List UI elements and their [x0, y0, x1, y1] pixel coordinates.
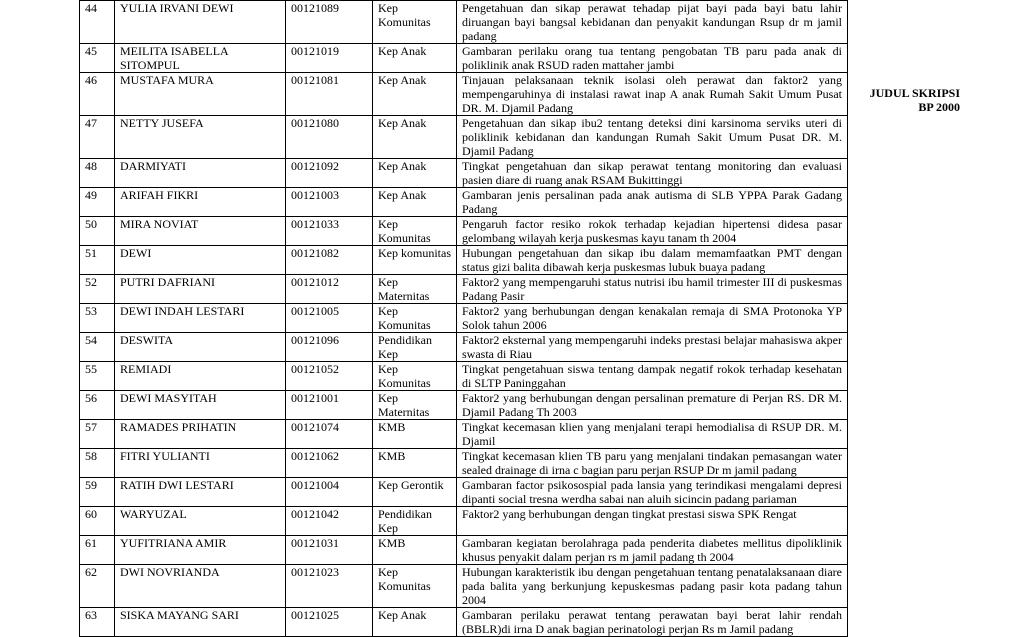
thesis-title: Gambaran kegiatan berolahraga pada penderita diabetes mellitus dipoliklinik khusus penyakit dalam perjan rs m jamil padang th 2004	[457, 536, 848, 565]
department: KMB	[373, 536, 457, 565]
student-name: MEILITA ISABELLA SITOMPUL	[115, 44, 286, 73]
department: Kep Komunitas	[373, 565, 457, 608]
student-name: DARMIYATI	[115, 159, 286, 188]
department: Pendidikan Kep	[373, 333, 457, 362]
department: Kep Anak	[373, 116, 457, 159]
department: Kep Anak	[373, 44, 457, 73]
student-name: RATIH DWI LESTARI	[115, 478, 286, 507]
student-id: 00121082	[286, 246, 373, 275]
student-id: 00121096	[286, 333, 373, 362]
table-row	[80, 478, 848, 507]
student-name: DESWITA	[115, 333, 286, 362]
student-id: 00121031	[286, 536, 373, 565]
department: Kep Komunitas	[373, 1, 457, 44]
thesis-table	[79, 0, 848, 637]
row-number: 55	[80, 362, 115, 391]
department: Kep Maternitas	[373, 275, 457, 304]
table-row	[80, 73, 848, 116]
student-name: MIRA NOVIAT	[115, 217, 286, 246]
department: Kep komunitas	[373, 246, 457, 275]
department: Kep Anak	[373, 188, 457, 217]
page-side-title: JUDUL SKRIPSI BP 2000	[869, 86, 960, 114]
department: Kep Komunitas	[373, 217, 457, 246]
student-id: 00121023	[286, 565, 373, 608]
table-row	[80, 116, 848, 159]
thesis-title: Pengaruh factor resiko rokok terhadap kejadian hipertensi didesa pasar gelombang wilayah kerja puskesmas kayu tanam th 2004	[457, 217, 848, 246]
row-number: 47	[80, 116, 115, 159]
thesis-title: Tingkat kecemasan klien yang menjalani terapi hemodialisa di RSUP DR. M. Djamil	[457, 420, 848, 449]
thesis-title: Gambaran perilaku perawat tentang perawatan bayi berat lahir rendah (BBLR)di irna D anak bagian perinatologi perjan Rs m Jamil padang	[457, 608, 848, 637]
student-id: 00121033	[286, 217, 373, 246]
thesis-title: Faktor2 yang berhubungan dengan persalinan premature di Perjan RS. DR M. Djamil Padang Th 2003	[457, 391, 848, 420]
table-row	[80, 188, 848, 217]
table-row	[80, 304, 848, 333]
row-number: 61	[80, 536, 115, 565]
row-number: 46	[80, 73, 115, 116]
student-id: 00121025	[286, 608, 373, 637]
thesis-title: Tingkat pengetahuan dan sikap perawat tentang monitoring dan evaluasi pasien diare di ruang anak RSAM Bukittinggi	[457, 159, 848, 188]
thesis-title: Faktor2 yang berhubungan dengan tingkat prestasi siswa SPK Rengat	[457, 507, 848, 536]
department: Kep Komunitas	[373, 362, 457, 391]
row-number: 51	[80, 246, 115, 275]
thesis-title: Faktor2 yang mempengaruhi status nutrisi ibu hamil trimester III di puskesmas Padang Pasir	[457, 275, 848, 304]
student-id: 00121019	[286, 44, 373, 73]
thesis-title: Tingkat pengetahuan siswa tentang dampak negatif rokok terhadap kesehatan di SLTP Paninggahan	[457, 362, 848, 391]
department: Kep Anak	[373, 73, 457, 116]
thesis-title: Faktor2 yang berhubungan dengan kenakalan remaja di SMA Protonoka YP Solok tahun 2006	[457, 304, 848, 333]
thesis-title: Hubungan pengetahuan dan sikap ibu dalam memamfaatkan PMT dengan status gizi balita dibawah kerja puskesmas lubuk buaya padang	[457, 246, 848, 275]
department: KMB	[373, 420, 457, 449]
row-number: 57	[80, 420, 115, 449]
row-number: 49	[80, 188, 115, 217]
student-id: 00121001	[286, 391, 373, 420]
table-row	[80, 333, 848, 362]
thesis-title: Gambaran jenis persalinan pada anak autisma di SLB YPPA Parak Gadang Padang	[457, 188, 848, 217]
student-name: RAMADES PRIHATIN	[115, 420, 286, 449]
row-number: 60	[80, 507, 115, 536]
student-id: 00121003	[286, 188, 373, 217]
student-id: 00121074	[286, 420, 373, 449]
thesis-title: Pengetahuan dan sikap perawat tehadap pijat bayi pada bayi batu lahir diruangan bayi bangsal kebidanan dan penyakit kandungan Rsup dr m jamil padang	[457, 1, 848, 44]
table-row	[80, 608, 848, 637]
table-row	[80, 159, 848, 188]
department: KMB	[373, 449, 457, 478]
student-name: DWI NOVRIANDA	[115, 565, 286, 608]
table-row	[80, 44, 848, 73]
student-name: FITRI YULIANTI	[115, 449, 286, 478]
department: Kep Anak	[373, 159, 457, 188]
table-row	[80, 217, 848, 246]
thesis-title: Hubungan karakteristik ibu dengan pengetahuan tentang penatalaksanaan diare pada balita yang berkunjung kepuskesmas padang pasir kota padang tahun 2004	[457, 565, 848, 608]
table-row	[80, 391, 848, 420]
table-row	[80, 420, 848, 449]
student-id: 00121092	[286, 159, 373, 188]
student-id: 00121012	[286, 275, 373, 304]
student-name: SISKA MAYANG SARI	[115, 608, 286, 637]
student-id: 00121042	[286, 507, 373, 536]
table-row	[80, 275, 848, 304]
student-name: YULIA IRVANI DEWI	[115, 1, 286, 44]
student-id: 00121089	[286, 1, 373, 44]
department: Kep Gerontik	[373, 478, 457, 507]
department: Kep Maternitas	[373, 391, 457, 420]
student-id: 00121080	[286, 116, 373, 159]
thesis-title: Pengetahuan dan sikap ibu2 tentang deteksi dini karsinoma serviks uteri di poliklinik kebidanan dan kandungan Rumah Sakit Umum Pusat DR. M. Djamil Padang	[457, 116, 848, 159]
row-number: 62	[80, 565, 115, 608]
table-row	[80, 536, 848, 565]
row-number: 56	[80, 391, 115, 420]
row-number: 45	[80, 44, 115, 73]
table-row	[80, 565, 848, 608]
student-name: PUTRI DAFRIANI	[115, 275, 286, 304]
row-number: 54	[80, 333, 115, 362]
row-number: 63	[80, 608, 115, 637]
student-name: REMIADI	[115, 362, 286, 391]
student-name: WARYUZAL	[115, 507, 286, 536]
student-name: MUSTAFA MURA	[115, 73, 286, 116]
student-name: ARIFAH FIKRI	[115, 188, 286, 217]
thesis-title: Faktor2 eksternal yang mempengaruhi indeks prestasi belajar mahasiswa akper swasta di Riau	[457, 333, 848, 362]
table-row	[80, 1, 848, 44]
student-name: DEWI INDAH LESTARI	[115, 304, 286, 333]
row-number: 44	[80, 1, 115, 44]
row-number: 59	[80, 478, 115, 507]
row-number: 50	[80, 217, 115, 246]
student-id: 00121004	[286, 478, 373, 507]
row-number: 52	[80, 275, 115, 304]
department: Kep Komunitas	[373, 304, 457, 333]
department: Kep Anak	[373, 608, 457, 637]
table-row	[80, 362, 848, 391]
student-name: YUFITRIANA AMIR	[115, 536, 286, 565]
table-row	[80, 246, 848, 275]
student-id: 00121005	[286, 304, 373, 333]
table-row	[80, 449, 848, 478]
thesis-title: Gambaran perilaku orang tua tentang pengobatan TB paru pada anak di poliklinik anak RSUD raden mattaher jambi	[457, 44, 848, 73]
row-number: 58	[80, 449, 115, 478]
row-number: 48	[80, 159, 115, 188]
thesis-title: Gambaran factor psikosospial pada lansia yang terindikasi mengalami depresi dipanti social tresna werdha sabai nan aluih sicincin padang pariaman	[457, 478, 848, 507]
student-name: DEWI MASYITAH	[115, 391, 286, 420]
table-row	[80, 507, 848, 536]
student-id: 00121062	[286, 449, 373, 478]
student-id: 00121052	[286, 362, 373, 391]
student-name: NETTY JUSEFA	[115, 116, 286, 159]
thesis-title: Tingkat kecemasan klien TB paru yang menjalani tindakan pemasangan water sealed drainage di irna c bagian paru perjan RSUP Dr m jamil padang	[457, 449, 848, 478]
thesis-title: Tinjauan pelaksanaan teknik isolasi oleh perawat dan faktor2 yang mempengaruhinya di instalasi rawat inap A anak Rumah Sakit Umum Pusat DR. M. Djamil Padang	[457, 73, 848, 116]
department: Pendidikan Kep	[373, 507, 457, 536]
student-id: 00121081	[286, 73, 373, 116]
row-number: 53	[80, 304, 115, 333]
student-name: DEWI	[115, 246, 286, 275]
